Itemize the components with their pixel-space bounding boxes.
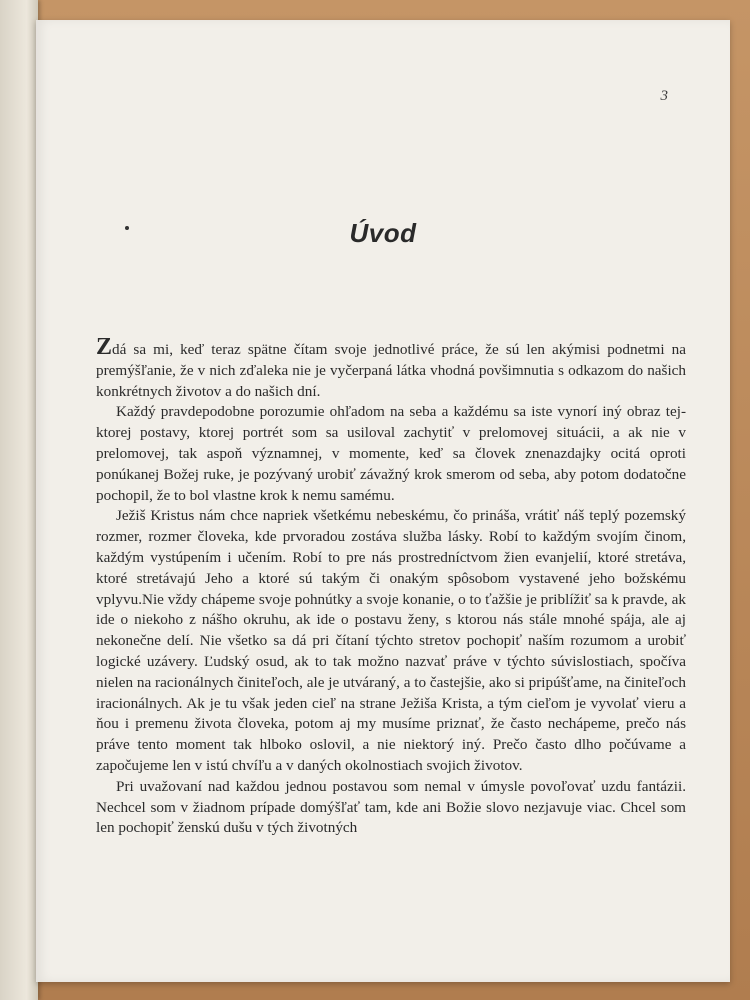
paragraph-2: Každý pravdepodobne porozumie ohľadom na seba a každému sa iste vynorí iný obraz tej-ktorej postavy, ktorej portrét som sa usiloval zachytiť v prelomovej situácii, a ak nie v prelomovej, tak aspoň významnej, v momente, keď sa človek znenazdajky ocitá oproti ponúkanej Božej ruke, je pozývaný urobiť závažný krok smerom od seba, aby potom dodatočne pochopil, že to bol vlastne krok k nemu samému. xyxy=(96,403,686,504)
page-title: Úvod xyxy=(349,218,417,248)
book-page xyxy=(36,20,730,982)
paragraph-1 xyxy=(96,334,686,402)
body-text xyxy=(96,334,686,839)
paragraph-1-text: dá sa mi, keď teraz spätne čítam svoje jednotlivé práce, že sú len akýmisi podnetmi na premýšľanie, že v nich zďaleka nie je vyčerpaná látka vhodná povšimnutia s odkazom do našich konkrétnych životov a do našich dní. xyxy=(96,341,686,400)
drop-cap: Z xyxy=(96,334,113,360)
page-number: 3 xyxy=(660,88,668,104)
facing-page-edge xyxy=(0,0,38,1000)
paragraph-3: Ježiš Kristus nám chce napriek všetkému nebeskému, čo prináša, vrátiť náš teplý pozemský rozmer, rozmer človeka, kde prvoradou zostáva služba lásky. Robí to každým svojím činom, každým vystúpením i učením. Robí to pre nás prostredníctvom žien evanjelií, ktoré stretáva, ktoré stretávajú Jeho a ktoré sú takým či onakým spôsobom vystavené jeho božskému vplyvu.Nie vždy chápeme svoje pohnútky a svoje konanie, o to ťažšie je priblížiť sa k pravde, ak ide o niekoho z nášho okruhu, ak ide o postavu ženy, s ktorou nás stále mnohé spája, ale aj nekonečne delí. Nie všetko sa dá pri čítaní týchto stretov pochopiť naším rozumom a urobiť logické uzávery. Ľudský osud, ak to tak možno nazvať práve v týchto súvislostiach, spočíva nielen na racionálnych činiteľoch, ale je utváraný, a to častejšie, ako si pripúšťame, na činiteľoch iracionálnych. Ak je tu však jeden cieľ na strane Ježiša Krista, a tým cieľom je vyvolať vieru a ňou i premenu života človeka, potom aj my musíme priznať, že často nechápeme, prečo nás práve tento moment tak hlboko oslovil, a nie niektorý iný. Prečo často dlho počúvame a započujeme len v istú chvíľu a v daných okolnostiach svojich životov. xyxy=(96,507,686,774)
paragraph-4: Pri uvažovaní nad každou jednou postavou som nemal v úmysle povoľovať uzdu fantázii. Nechcel som v žiadnom prípade domýšľať tam, kde ani Božie slovo nezjavuje viac. Chcel som len pochopiť ženskú dušu v tých životných xyxy=(96,777,686,837)
